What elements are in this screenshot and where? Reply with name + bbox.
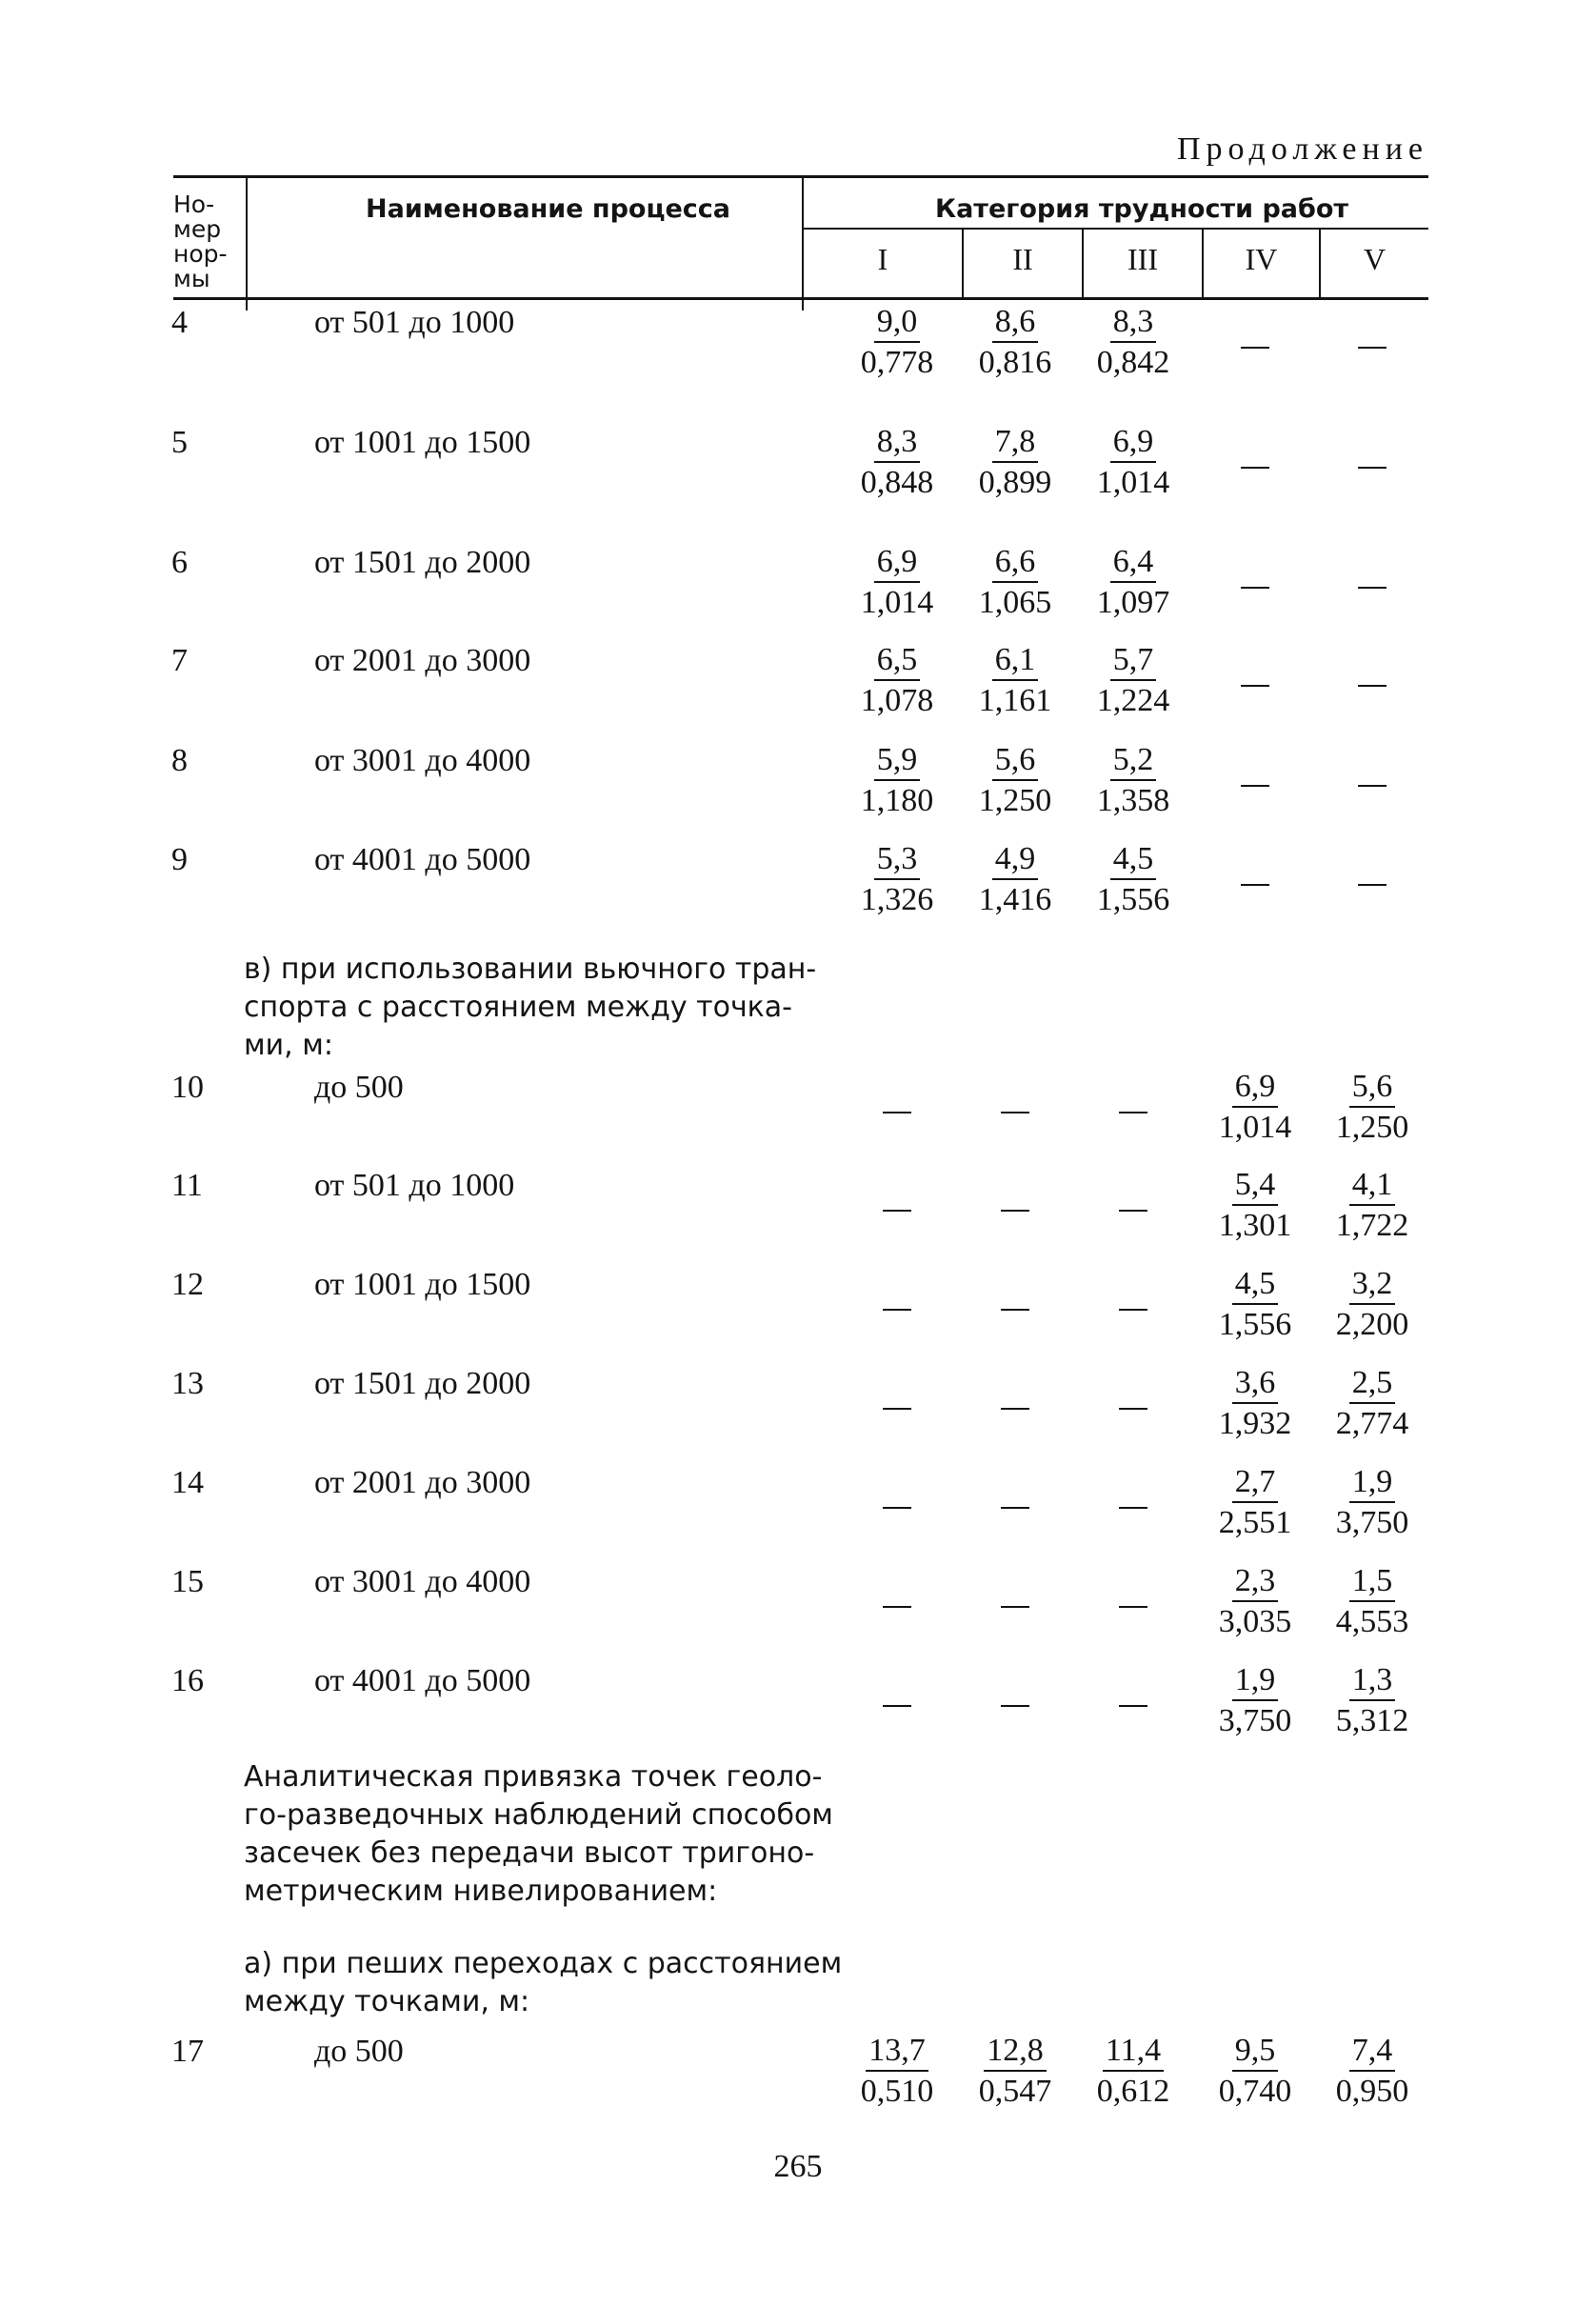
fraction-denominator: 1,078 [860,683,934,718]
fraction-numerator: 1,9 [1232,1661,1279,1701]
section-analytic [244,1758,833,1911]
fraction-numerator: 3,2 [1349,1265,1396,1305]
empty-dash [1001,1408,1029,1410]
empty-dash [1241,785,1269,787]
empty-dash [1119,1408,1147,1410]
section-line: засечек без передачи высот тригоно- [244,1836,815,1870]
section-line: Аналитическая привязка точек геоло- [244,1760,823,1794]
norm-fraction [968,641,1063,721]
fraction-denominator: 1,326 [860,882,934,917]
fraction-numerator: 4,9 [992,840,1039,880]
fraction-denominator: 1,161 [978,683,1052,718]
row-process-name: до 500 [314,1070,404,1105]
fraction-numerator: 8,3 [874,423,921,463]
norm-fraction [968,840,1063,920]
empty-dash [1241,685,1269,687]
fraction-denominator: 1,250 [978,783,1052,818]
empty-dash [1119,1705,1147,1707]
fraction-denominator: 1,014 [860,585,934,620]
fraction-numerator: 6,9 [1110,423,1157,463]
row-process-name: от 1501 до 2000 [314,1366,531,1401]
category-iii: III [1127,242,1158,276]
row-process-name: от 2001 до 3000 [314,1465,531,1500]
continuation-label: Продолжение [1176,131,1428,167]
fraction-numerator: 5,9 [874,741,921,781]
fraction-denominator: 3,035 [1218,1604,1292,1639]
empty-dash [883,1309,911,1311]
fraction-denominator: 0,510 [860,2074,934,2109]
empty-dash [1358,785,1387,787]
norm-fraction [968,2032,1063,2112]
row-number: 14 [171,1465,204,1500]
norm-fraction [849,303,945,383]
norm-fraction [968,423,1063,503]
fraction-denominator: 0,842 [1096,345,1170,380]
header-divider-1 [246,177,248,311]
empty-dash [1001,1112,1029,1113]
fraction-numerator: 2,3 [1232,1562,1279,1602]
row-number: 13 [171,1366,204,1401]
category-i: I [877,242,888,276]
norm-fraction [1325,2032,1420,2112]
fraction-numerator: 7,4 [1349,2032,1396,2072]
norm-fraction [1086,303,1181,383]
section-line: а) при пеших переходах с расстоянием [244,1947,843,1980]
norm-fraction [1325,1562,1420,1642]
norm-fraction [1207,1562,1303,1642]
fraction-numerator: 8,6 [992,303,1039,343]
norm-fraction [849,641,945,721]
empty-dash [883,1507,911,1509]
norm-fraction [1207,1068,1303,1148]
norm-fraction [1325,1661,1420,1741]
fraction-denominator: 1,014 [1218,1110,1292,1145]
norm-fraction [849,840,945,920]
norm-fraction [849,2032,945,2112]
fraction-numerator: 8,3 [1110,303,1157,343]
row-process-name: до 500 [314,2034,404,2069]
norm-fraction [849,423,945,503]
fraction-numerator: 13,7 [866,2032,928,2072]
row-process-name: от 3001 до 4000 [314,1564,531,1599]
fraction-denominator: 5,312 [1335,1703,1409,1738]
norm-fraction [1086,423,1181,503]
fraction-numerator: 6,4 [1110,543,1157,583]
fraction-numerator: 5,4 [1232,1166,1279,1206]
row-number: 10 [171,1070,204,1105]
row-number: 9 [171,842,188,877]
norm-fraction [1086,641,1181,721]
fraction-numerator: 5,7 [1110,641,1157,681]
fraction-denominator: 1,224 [1096,683,1170,718]
empty-dash [1001,1705,1029,1707]
fraction-numerator: 5,6 [1349,1068,1396,1108]
fraction-denominator: 1,014 [1096,465,1170,500]
empty-dash [1119,1210,1147,1212]
row-process-name: от 501 до 1000 [314,1168,515,1203]
category-v: V [1363,242,1387,276]
fraction-denominator: 1,932 [1218,1406,1292,1441]
section-line: метрическим нивелированием: [244,1875,718,1908]
row-number: 4 [171,305,188,340]
norm-fraction [1325,1068,1420,1148]
norm-fraction [1207,1265,1303,1345]
norm-fraction [1325,1265,1420,1345]
empty-dash [1241,884,1269,886]
fraction-denominator: 0,899 [978,465,1052,500]
empty-dash [1241,347,1269,349]
row-process-name: от 3001 до 4000 [314,743,531,778]
fraction-numerator: 9,5 [1232,2032,1279,2072]
norm-fraction [1207,1166,1303,1246]
fraction-numerator: 4,1 [1349,1166,1396,1206]
fraction-denominator: 1,097 [1096,585,1170,620]
empty-dash [1001,1507,1029,1509]
empty-dash [1358,685,1387,687]
empty-dash [1001,1210,1029,1212]
empty-dash [1119,1507,1147,1509]
section-pack-transport [244,951,816,1065]
fraction-numerator: 6,9 [1232,1068,1279,1108]
fraction-denominator: 0,740 [1218,2074,1292,2109]
row-number: 11 [171,1168,203,1203]
header-bottom-rule [173,297,1428,300]
fraction-denominator: 3,750 [1218,1703,1292,1738]
row-number: 8 [171,743,188,778]
fraction-denominator: 1,556 [1096,882,1170,917]
fraction-denominator: 2,551 [1218,1505,1292,1540]
fraction-numerator: 9,0 [874,303,921,343]
header-number-line: мер [173,215,222,243]
empty-dash [1119,1309,1147,1311]
row-number: 5 [171,425,188,460]
fraction-numerator: 2,7 [1232,1463,1279,1503]
fraction-numerator: 1,3 [1349,1661,1396,1701]
fraction-numerator: 2,5 [1349,1364,1396,1404]
fraction-denominator: 0,950 [1335,2074,1409,2109]
empty-dash [883,1705,911,1707]
fraction-denominator: 0,848 [860,465,934,500]
fraction-numerator: 12,8 [984,2032,1047,2072]
empty-dash [883,1210,911,1212]
norm-fraction [1086,2032,1181,2112]
norm-fraction [1207,2032,1303,2112]
row-process-name: от 501 до 1000 [314,305,515,340]
fraction-denominator: 3,750 [1335,1505,1409,1540]
norm-fraction [968,741,1063,821]
fraction-denominator: 1,358 [1096,783,1170,818]
header-process: Наименование процесса [366,194,730,224]
empty-dash [1001,1606,1029,1608]
norm-fraction [1325,1166,1420,1246]
fraction-denominator: 1,416 [978,882,1052,917]
fraction-denominator: 1,065 [978,585,1052,620]
fraction-denominator: 0,612 [1096,2074,1170,2109]
category-iv: IV [1245,242,1278,276]
section-line: го-разведочных наблюдений способом [244,1798,833,1832]
row-process-name: от 2001 до 3000 [314,643,531,678]
norm-fraction [968,543,1063,623]
section-foot-transitions [244,1945,842,2021]
row-process-name: от 1001 до 1500 [314,425,531,460]
fraction-numerator: 11,4 [1103,2032,1164,2072]
norm-fraction [1086,840,1181,920]
row-number: 6 [171,545,188,580]
row-number: 12 [171,1267,204,1302]
norm-fraction [1207,1463,1303,1543]
empty-dash [1001,1309,1029,1311]
norm-fraction [1086,543,1181,623]
header-number-line: нор- [173,240,228,268]
fraction-numerator: 7,8 [992,423,1039,463]
header-number [173,192,228,291]
fraction-numerator: 4,5 [1232,1265,1279,1305]
empty-dash [1358,884,1387,886]
fraction-numerator: 5,2 [1110,741,1157,781]
row-process-name: от 4001 до 5000 [314,842,531,877]
empty-dash [883,1606,911,1608]
fraction-numerator: 1,9 [1349,1463,1396,1503]
fraction-denominator: 1,722 [1335,1208,1409,1243]
fraction-denominator: 1,301 [1218,1208,1292,1243]
category-rule [803,228,1428,230]
norm-fraction [1325,1463,1420,1543]
fraction-denominator: 1,250 [1335,1110,1409,1145]
row-process-name: от 1001 до 1500 [314,1267,531,1302]
row-number: 16 [171,1663,204,1698]
empty-dash [1119,1606,1147,1608]
table-top-rule [173,175,1428,178]
fraction-numerator: 1,5 [1349,1562,1396,1602]
fraction-denominator: 2,774 [1335,1406,1409,1441]
fraction-denominator: 1,556 [1218,1307,1292,1342]
row-number: 15 [171,1564,204,1599]
empty-dash [1358,587,1387,589]
empty-dash [1119,1112,1147,1113]
fraction-denominator: 4,553 [1335,1604,1409,1639]
empty-dash [883,1112,911,1113]
empty-dash [1241,587,1269,589]
norm-fraction [849,741,945,821]
fraction-denominator: 0,816 [978,345,1052,380]
fraction-denominator: 0,778 [860,345,934,380]
fraction-numerator: 6,6 [992,543,1039,583]
category-ii: II [1012,242,1033,276]
fraction-numerator: 6,1 [992,641,1039,681]
header-number-line: Но- [173,191,215,218]
row-number: 17 [171,2034,204,2069]
norm-fraction [849,543,945,623]
header-number-line: мы [173,265,210,292]
fraction-numerator: 6,5 [874,641,921,681]
fraction-numerator: 3,6 [1232,1364,1279,1404]
section-line: между точками, м: [244,1985,530,2018]
fraction-denominator: 1,180 [860,783,934,818]
fraction-denominator: 2,200 [1335,1307,1409,1342]
fraction-denominator: 0,547 [978,2074,1052,2109]
section-line: спорта с расстоянием между точка- [244,991,792,1024]
empty-dash [883,1408,911,1410]
row-number: 7 [171,643,188,678]
norm-fraction [1325,1364,1420,1444]
page-number: 265 [773,2149,823,2184]
fraction-numerator: 5,6 [992,741,1039,781]
empty-dash [1358,467,1387,469]
fraction-numerator: 5,3 [874,840,921,880]
empty-dash [1241,467,1269,469]
fraction-numerator: 4,5 [1110,840,1157,880]
norm-fraction [1207,1364,1303,1444]
norm-fraction [968,303,1063,383]
section-line: в) при использовании вьючного тран- [244,953,817,986]
empty-dash [1358,347,1387,349]
row-process-name: от 1501 до 2000 [314,545,531,580]
fraction-numerator: 6,9 [874,543,921,583]
norm-fraction [1207,1661,1303,1741]
header-category-group: Категория трудности работ [935,194,1349,224]
row-process-name: от 4001 до 5000 [314,1663,531,1698]
norm-fraction [1086,741,1181,821]
section-line: ми, м: [244,1029,333,1062]
